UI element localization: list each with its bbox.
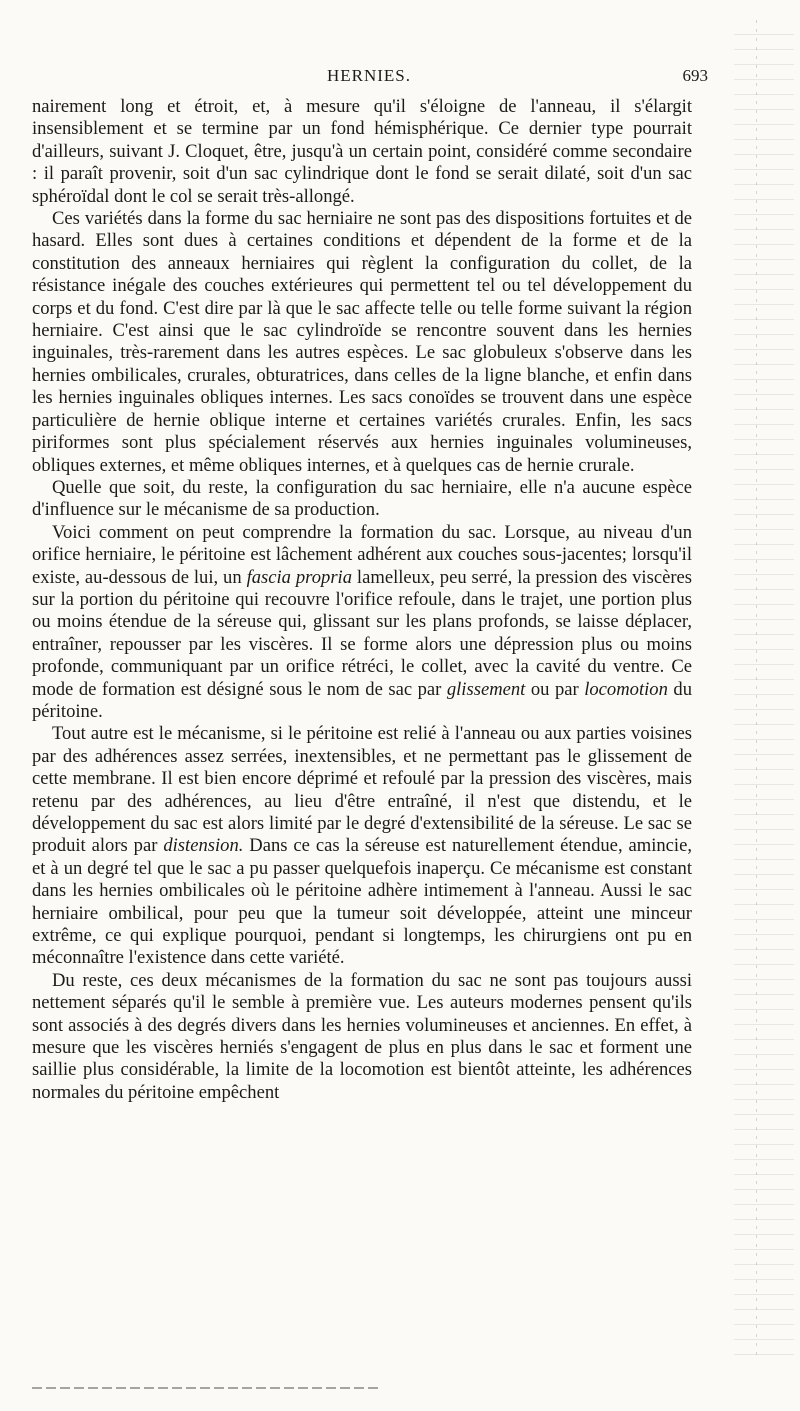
footer-rule [32, 1387, 382, 1389]
para5-text-a: Tout autre est le mécanisme, si le péritoine est relié à l'anneau ou aux parties voisines par des adhérences assez serrées, inextensibles, et ne permettant pas le glissement de cette membrane. Il est bien encore déprimé et refoulé par la pression des viscères, mais retenu par des adhérences, au lieu d'être entraîné, il n'est que distendu, et le développement du sac est alors limité par le degré d'extensibilité de la séreuse. Le sac se produit alors par [32, 723, 692, 857]
para4-text-c: ou par [525, 678, 585, 700]
paragraph-4 [32, 522, 692, 724]
paragraph-1: nairement long et étroit, et, à mesure qu'il s'éloigne de l'anneau, il s'élargit insensiblement et se termine par un fond hémisphérique. Ce dernier type pourrait d'ailleurs, suivant J. Cloquet, être, jusqu'à un certain point, considéré comme secondaire : il paraît provenir, soit d'un sac cylindrique dont le fond se serait dilaté, soit d'un sac sphéroïdal dont le col se serait très-allongé. [32, 96, 692, 207]
para5-text-b: Dans ce cas la séreuse est naturellement étendue, amincie, et à un degré tel que le sac a pu passer quelquefois inaperçu. Ce mécanisme est constant dans les hernies ombilicales où le péritoine adhère intimement à l'anneau. Aussi le sac herniaire ombilical, pour peu que la tumeur soit développée, atteint une minceur extrême, ce qui explique pourquoi, pendant si longtemps, les chirurgiens ont pu en méconnaître l'existence dans cette variété. [32, 835, 692, 969]
paragraph-2: Ces variétés dans la forme du sac herniaire ne sont pas des dispositions fortuites et de hasard. Elles sont dues à certaines conditions et dépendent de la forme et de la constitution des anneaux herniaires qui règlent la configuration du collet, de la résistance inégale des couches extérieures qui permettent tel ou tel développement du corps et du fond. C'est dire par là que le sac affecte telle ou telle forme suivant la région herniaire. C'est ainsi que le sac cylindroïde se rencontre souvent dans les hernies inguinales, très-rarement dans les autres espèces. Le sac globuleux s'observe dans les hernies ombilicales, crurales, obturatrices, dans celles de la ligne blanche, et enfin dans les hernies inguinales obliques internes. Les sacs conoïdes se trouvent dans une espèce particulière de hernie oblique interne et certaines variétés crurales. Enfin, les sacs piriformes sont plus spécialement réservés aux hernies inguinales volumineuses, obliques externes, et même obliques internes, et à quelques cas de hernie crurale. [32, 208, 692, 476]
para4-text-d: du péritoine. [32, 678, 692, 722]
paragraph-6: Du reste, ces deux mécanismes de la formation du sac ne sont pas toujours aussi nettement séparés qu'il le semble à première vue. Les auteurs modernes pensent qu'ils sont associés à des degrés divers dans les hernies volumineuses et anciennes. En effet, à mesure que les viscères herniés s'engagent de plus en plus dans le sac et forment une saillie plus considérable, la limite de la locomotion est bientôt atteinte, les adhérences normales du péritoine empêchent [32, 969, 692, 1103]
para4-text-b: lamelleux, peu serré, la pression des viscères sur la portion du péritoine qui recouvre l'orifice refoule, dans le trajet, une portion plus ou moins étendue de la séreuse qui, glissant sur les plans profonds, se laisse déplacer, entraîner, repousser par les viscères. Il se forme alors une dépression plus ou moins profonde, communiquant par un orifice rétréci, le collet, avec la cavité du ventre. Ce mode de formation est désigné sous le nom de sac par [32, 566, 693, 700]
running-title: HERNIES. [326, 66, 412, 85]
page-number: 693 [682, 66, 708, 85]
paragraph-3: Quelle que soit, du reste, la configuration du sac herniaire, elle n'a aucune espèce d'influence sur le mécanisme de sa production. [32, 476, 692, 521]
distension-term: distension. [163, 835, 244, 857]
paragraph-5 [32, 723, 692, 969]
locomotion-term: locomotion [584, 678, 668, 700]
para4-text-a: Voici comment on peut comprendre la formation du sac. Lorsque, au niveau d'un orifice herniaire, le péritoine est lâchement adhérent aux couches sous-jacentes; lorsqu'il existe, au-dessous de lui, un [32, 521, 692, 588]
page-header [30, 60, 708, 90]
fascia-propria-term: fascia propria [246, 566, 353, 588]
body-text [32, 96, 692, 1104]
scan-margin-artifacts [734, 20, 794, 1360]
glissement-term: glissement [446, 678, 526, 700]
